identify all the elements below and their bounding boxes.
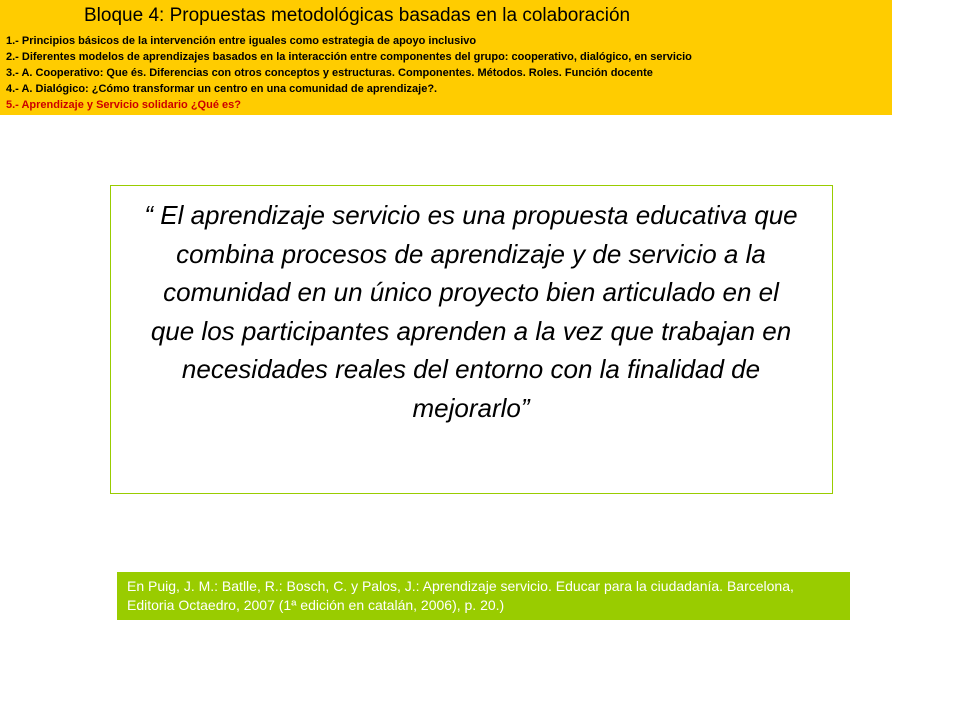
quote-text: “ El aprendizaje servicio es una propuesta educativa que combina procesos de aprendizaje y de servicio a la comunidad en un único proyecto bien articulado en el que los participantes aprenden a la vez que trabajan en necesidades reales del entorno con la finalidad de mejorarlo” <box>144 200 798 423</box>
topic-item: 4.- A. Dialógico: ¿Cómo transformar un centro en una comunidad de aprendizaje?. <box>6 83 438 95</box>
topic-list <box>6 33 692 113</box>
topic-item: 2.- Diferentes modelos de aprendizajes basados en la interacción entre componentes del grupo: cooperativo, dialógico, en servicio <box>6 51 692 63</box>
header-banner <box>0 0 892 115</box>
header-title: Bloque 4: Propuestas metodológicas basadas en la colaboración <box>84 5 631 26</box>
citation-box: En Puig, J. M.: Batlle, R.: Bosch, C. y Palos, J.: Aprendizaje servicio. Educar para la ciudadanía. Barcelona, Editoria Octaedro, 2007 (1ª edición en catalán, 2006), p. 20.) <box>117 572 850 620</box>
topic-item: 3.- A. Cooperativo: Que és. Diferencias con otros conceptos y estructuras. Componentes. Métodos. Roles. Función docente <box>6 67 653 79</box>
quote-box <box>110 185 833 494</box>
topic-item: 1.- Principios básicos de la intervención entre iguales como estrategia de apoyo inclusivo <box>6 35 477 47</box>
topic-item-current: 5.- Aprendizaje y Servicio solidario ¿Qué es? <box>6 99 241 111</box>
